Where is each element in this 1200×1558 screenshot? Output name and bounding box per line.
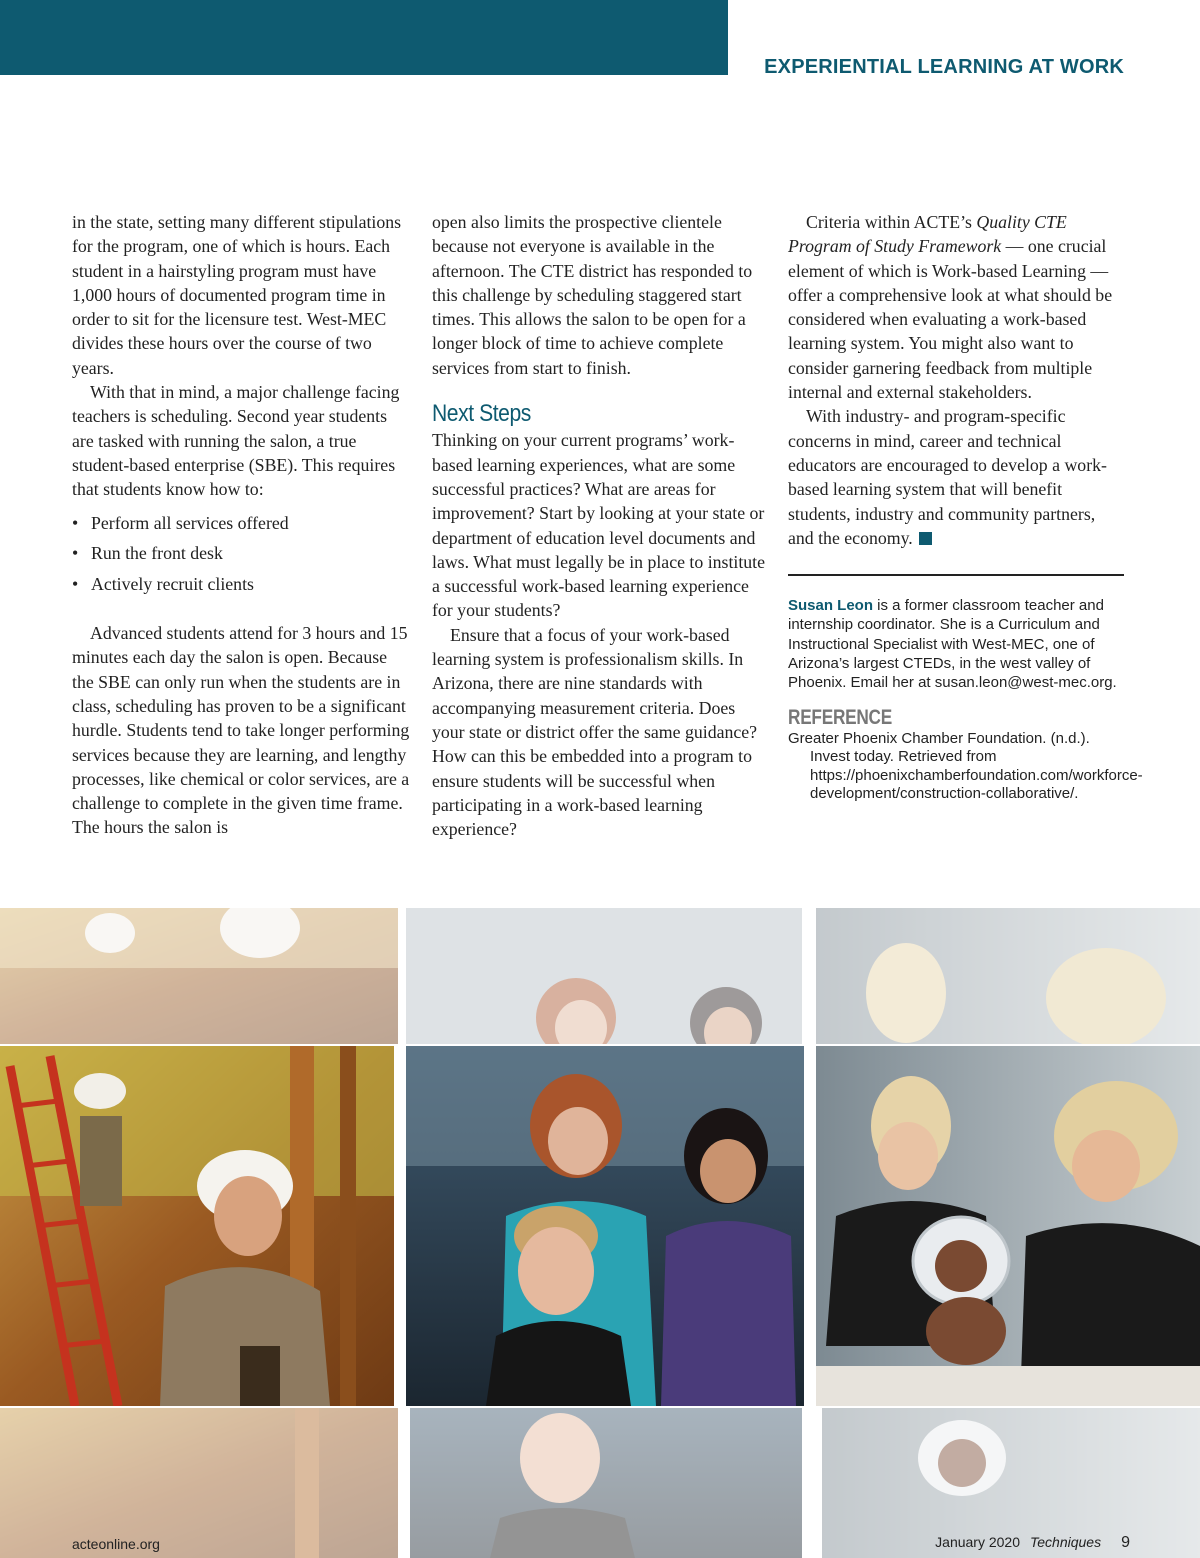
bullet-icon: • xyxy=(72,573,79,594)
paragraph: open also limits the prospective clientele because not everyone is available in the afternoon. The CTE district has responded to this challenge by scheduling staggered start times. This allows the salon to be open for a longer block of time to achieve complete services from start to finish. xyxy=(432,212,753,378)
list-item: • Actively recruit clients xyxy=(72,569,412,600)
section-title: EXPERIENTIAL LEARNING AT WORK xyxy=(764,56,1124,78)
footer-publication: Techniques xyxy=(1030,1534,1102,1550)
footer-site: acteonline.org xyxy=(72,1536,160,1552)
construction-student-photo xyxy=(0,1046,394,1406)
author-bio: Susan Leon is a former classroom teacher and internship coordinator. She is a Curriculum and Instructional Specialist with West-MEC, one of Arizona’s largest CTEDs, in the west valley of Phoenix. Email her at susan.leon@west-mec.org. xyxy=(788,597,1117,692)
end-mark-icon xyxy=(919,532,932,545)
article-column-3 xyxy=(788,210,1143,804)
paragraph: Thinking on your current programs’ work-based learning experiences, what are some successful practices? What are areas for improvement? Start by looking at your state or department of education level documents and laws. What must legally be in place to institute a successful work-based learning experience for your students? xyxy=(432,430,765,621)
footer-date: January 2020 xyxy=(935,1534,1020,1550)
header-color-bar xyxy=(0,0,728,75)
vet-student-photo xyxy=(816,1046,1200,1406)
list-item: • Perform all services offered xyxy=(72,508,412,539)
paragraph: Criteria within ACTE’s Quality CTE Program of Study Framework — one crucial element of which is Work-based Learning — offer a comprehensive look at what should be considered when evaluating a work-based learning system. You might also want to consider garnering feedback from multiple internal and external stakeholders. xyxy=(788,212,1113,403)
section-heading: Next Steps xyxy=(432,400,531,428)
article-column-2 xyxy=(432,210,772,841)
page-number: 9 xyxy=(1121,1534,1130,1551)
reference-entry: Greater Phoenix Chamber Foundation. (n.d.). Invest today. Retrieved from https://phoenixchamberfoundation.com/workforce-development/construction-collaborative/. xyxy=(788,729,1143,803)
divider xyxy=(788,574,1124,576)
bullet-icon: • xyxy=(72,512,79,533)
vet-photo-faded-top xyxy=(816,908,1200,1044)
paragraph: in the state, setting many different stipulations for the program, one of which is hours. Each student in a hairstyling program must have 1,000 hours of documented program time in order to sit for the licensure test. West-MEC divides these hours over the course of two years. xyxy=(72,212,402,378)
paragraph: With that in mind, a major challenge facing teachers is scheduling. Second year students are tasked with running the salon, a true student-based enterprise (SBE). This requires that students know how to: xyxy=(72,382,400,500)
paragraph: With industry- and program-specific concerns in mind, career and technical educators are encouraged to develop a work-based learning system that will benefit students, industry and community partners, and the economy. xyxy=(788,406,1107,548)
article-column-1 xyxy=(72,210,412,840)
footer-issue xyxy=(935,1534,1130,1552)
bullet-list xyxy=(72,508,412,600)
paragraph: Advanced students attend for 3 hours and 15 minutes each day the salon is open. Because the SBE can only run when the students are in class, scheduling has proven to be a significant hurdle. Students tend to take longer performing services because they are learning, and lengthy processes, like chemical or color services, are a challenge to complete in the given time frame. The hours the salon is xyxy=(72,623,410,838)
construction-photo-faded-top xyxy=(0,908,398,1044)
bullet-icon: • xyxy=(72,543,79,564)
salon-photo-faded-top xyxy=(406,908,802,1044)
salon-student-photo xyxy=(406,1046,804,1406)
paragraph: Ensure that a focus of your work-based learning system is professionalism skills. In Arizona, there are nine standards with accompanying measurement criteria. Does your state or district offer the same guidance? How can this be embedded into a program to ensure students will be successful when participating in a work-based learning experience? xyxy=(432,624,758,840)
list-item: • Run the front desk xyxy=(72,538,412,569)
reference-heading: REFERENCE xyxy=(788,705,892,729)
construction-photo-faded-bottom xyxy=(0,1408,398,1558)
salon-photo-faded-bottom xyxy=(410,1408,802,1558)
author-name: Susan Leon xyxy=(788,597,874,615)
